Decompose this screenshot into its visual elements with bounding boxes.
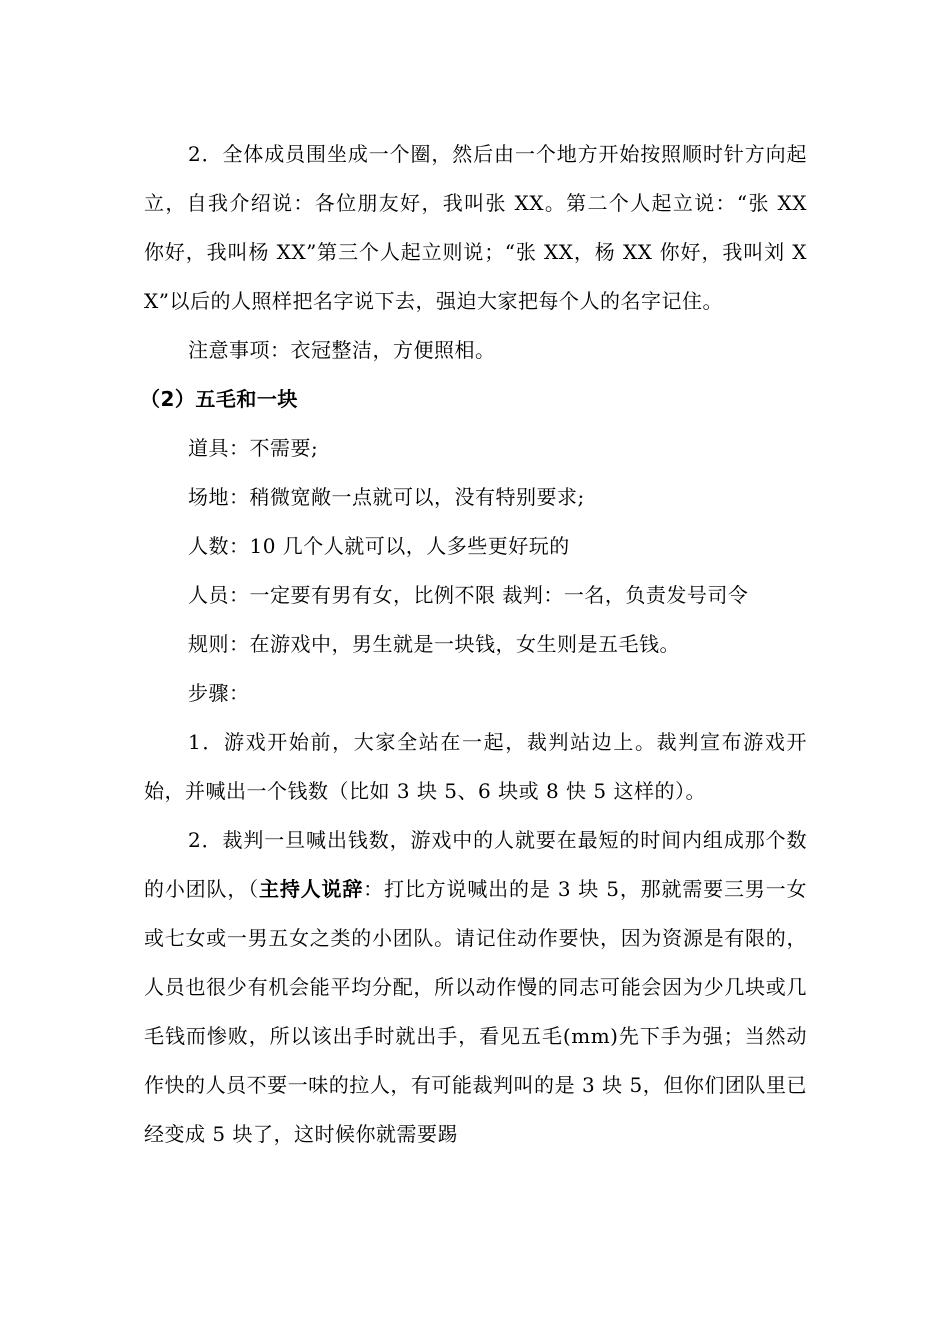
paragraph-props: 道具：不需要; <box>188 436 319 460</box>
step-2-text-after: ：打比方说喊出的是 3 块 5，那就需要三男一女或七女或一男五女之类的小团队。请记住动作要快，因为资源是有限的，人员也很少有机会能平均分配，所以动作慢的同志可能会因为少几块或几毛钱而惨败，所以该出手时就出手，看见五毛(mm)先下手为强；当然动作快的人员不要一味的拉人，有可能裁判叫的是 3 块 5，但你们团队里已经变成 5 块了，这时候你就需要踢 <box>144 877 808 1146</box>
paragraph-steps-label: 步骤： <box>188 681 250 705</box>
document-body <box>140 130 808 1159</box>
step-2-host-lines-label: 主持人说辞 <box>259 877 364 901</box>
paragraph-self-introduction: 2．全体成员围坐成一个圈，然后由一个地方开始按照顺时针方向起立，自我介绍说：各位朋友好，我叫张 XX。第二个人起立说：“张 XX 你好，我叫杨 XX”第三个人起立则说；“张 XX，杨 XX 你好，我叫刘 XX”以后的人照样把名字说下去，强迫大家把每个人的名字记住。 <box>144 142 807 313</box>
paragraph-count: 人数：10 几个人就可以，人多些更好玩的 <box>188 534 570 558</box>
paragraph-members: 人员：一定要有男有女，比例不限 裁判：一名，负责发号司令 <box>188 583 749 607</box>
paragraph-step-1: 1．游戏开始前，大家全站在一起，裁判站边上。裁判宣布游戏开始，并喊出一个钱数（比如 3 块 5、6 块或 8 快 5 这样的）。 <box>144 730 807 803</box>
paragraph-venue: 场地：稍微宽敞一点就可以，没有特别要求; <box>188 485 585 509</box>
step-2-text-before: 2．裁判一旦喊出钱数，游戏中的人就要在最短的时间内组成那个数的小团队，（ <box>144 828 807 901</box>
paragraph-note: 注意事项：衣冠整洁，方便照相。 <box>188 338 496 362</box>
section-heading: （2）五毛和一块 <box>140 387 298 411</box>
paragraph-step-2 <box>144 816 807 1159</box>
paragraph-rules: 规则：在游戏中，男生就是一块钱，女生则是五毛钱。 <box>188 632 680 656</box>
